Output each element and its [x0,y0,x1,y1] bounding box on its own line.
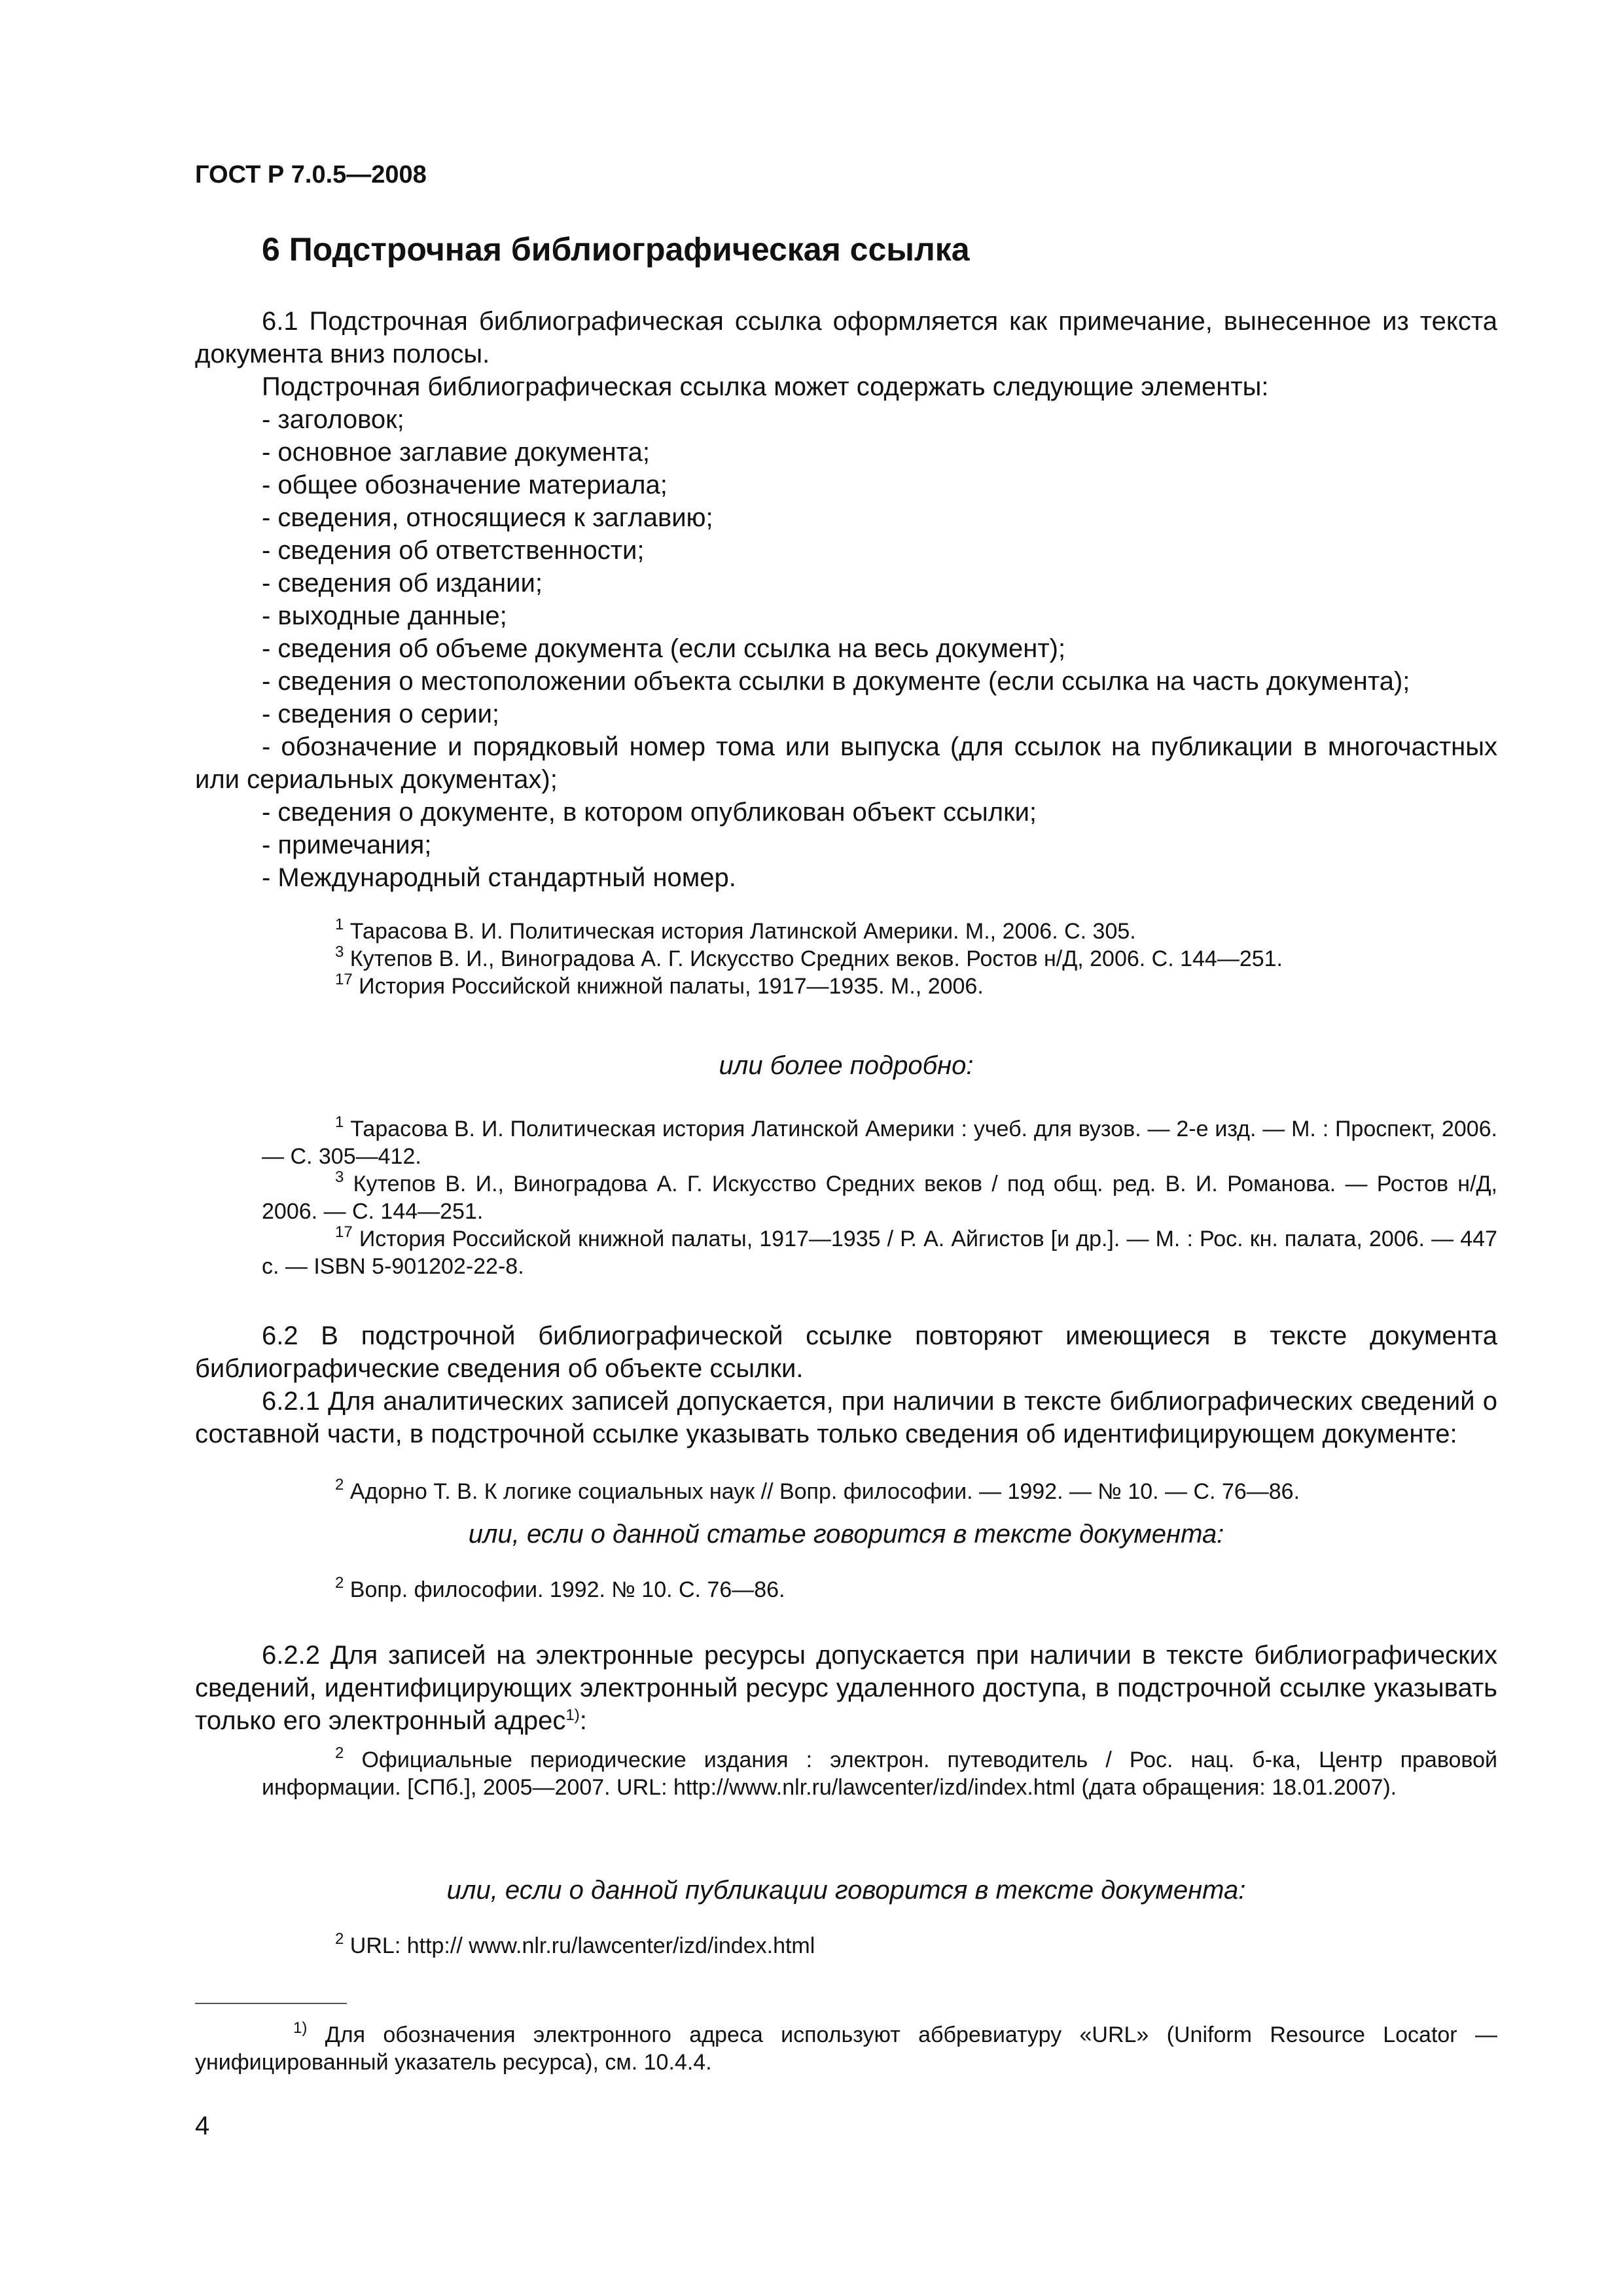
page-number: 4 [195,2111,210,2140]
example-reference: URL: http:// www.nlr.ru/lawcenter/izd/index.html [344,1933,815,1958]
alternative-caption: или, если о данной публикации говорится в тексте документа: [446,1876,1246,1905]
document-id-header: ГОСТ Р 7.0.5—2008 [195,161,427,188]
footnote-marker: 17 [335,1223,353,1241]
example-6-2-1-full [262,1478,1497,1505]
footnote-marker: 1) [293,2019,308,2037]
paragraph-6-2-2 [195,1639,1497,1737]
section-title: 6 Подстрочная библиографическая ссылка [262,231,970,268]
footnote-marker: 1 [335,916,344,933]
example-short-references [262,918,1497,1000]
list-item: - общее обозначение материала; [262,471,668,499]
paragraph-6-2: 6.2 В подстрочной библиографической ссылке повторяют имеющиеся в тексте документа библиографические сведения об объекте ссылки. [195,1321,1497,1383]
alternative-caption: или, если о данной статье говорится в тексте документа: [468,1520,1224,1549]
list-item: - сведения о серии; [262,700,500,728]
paragraph-6-2-1: 6.2.1 Для аналитических записей допускается, при наличии в тексте библиографических сведений о составной части, в подстрочной ссылке указывать только сведения об идентифицирующем документе: [195,1387,1497,1448]
footnote-marker: 2 [335,1476,344,1494]
example-6-2-2-short [262,1932,1497,1960]
footnote-marker: 1) [565,1706,580,1724]
alternative-caption: или более подробно: [719,1051,974,1080]
list-item: - основное заглавие документа; [262,438,650,467]
list-item: - примечания; [262,831,432,859]
example-6-2-2-full [262,1746,1497,1801]
paragraph-text: 6.2.2 Для записей на электронные ресурсы допускается при наличии в тексте библиографических сведений, идентифицирующих электронный ресурс удаленного доступа, в подстрочной ссылке указывать только его электронный адрес [195,1641,1497,1735]
example-reference: Адорно Т. В. К логике социальных наук // Вопр. философии. — 1992. — № 10. — С. 76—86. [344,1479,1300,1504]
example-reference: История Российской книжной палаты, 1917—1935. М., 2006. [352,974,984,999]
list-item: - сведения, относящиеся к заглавию; [262,503,713,532]
example-reference: Тарасова В. И. Политическая история Латинской Америки. М., 2006. С. 305. [344,919,1136,944]
list-item: - сведения об ответственности; [262,536,645,565]
example-full-references [262,1115,1497,1280]
footnote-marker: 2 [335,1744,344,1762]
list-item: - заголовок; [262,405,404,434]
footnote-marker: 1 [335,1113,344,1131]
paragraph-6-1: 6.1 Подстрочная библиографическая ссылка оформляется как примечание, вынесенное из текста документа вниз полосы. [195,307,1497,368]
elements-intro: Подстрочная библиографическая ссылка может содержать следующие элементы: [262,372,1269,401]
list-item: - сведения о местоположении объекта ссылки в документе (если ссылка на часть документа); [262,667,1410,696]
list-item: - обозначение и порядковый номер тома или выпуска (для ссылок на публикации в многочастных или сериальных документах); [195,732,1497,794]
page-footnote [195,2021,1497,2076]
footnote-marker: 17 [335,971,353,988]
footnote-marker: 3 [335,943,344,961]
example-reference: Кутепов В. И., Виноградова А. Г. Искусство Средних веков. Ростов н/Д, 2006. С. 144—251. [344,946,1283,971]
example-reference: История Российской книжной палаты, 1917—1935 / Р. А. Айгистов [и др.]. — М. : Рос. кн. палата, 2006. — 447 с. — ISBN 5-901202-22-8. [262,1227,1497,1279]
example-reference: Тарасова В. И. Политическая история Латинской Америки : учеб. для вузов. — 2-е изд. — М. : Проспект, 2006. — С. 305—412. [262,1117,1497,1169]
list-item: - сведения об объеме документа (если ссылка на весь документ); [262,634,1066,663]
footnote-marker: 2 [335,1574,344,1592]
list-item: - Международный стандартный номер. [262,863,736,892]
list-item: - сведения о документе, в котором опубликован объект ссылки; [262,798,1037,827]
section-6-1 [195,305,1497,894]
example-reference: Официальные периодические издания : электрон. путеводитель / Рос. нац. б-ка, Центр правовой информации. [СПб.], 2005—2007. URL: http://www.nlr.ru/lawcenter/izd/index.html (дата обращения: 18.01.2007). [262,1748,1497,1800]
footnote-marker: 2 [335,1930,344,1948]
section-6-2 [195,1319,1497,1450]
example-reference: Вопр. философии. 1992. № 10. С. 76—86. [344,1577,785,1602]
footnote-marker: 3 [335,1168,344,1186]
section-6-2-2 [195,1639,1497,1737]
example-6-2-1-short [262,1576,1497,1604]
list-item: - выходные данные; [262,601,507,630]
list-item: - сведения об издании; [262,569,543,598]
paragraph-tail: : [579,1706,587,1735]
example-reference: Кутепов В. И., Виноградова А. Г. Искусство Средних веков / под общ. ред. В. И. Романова. — Ростов н/Д, 2006. — С. 144—251. [262,1172,1497,1224]
footnote-text: Для обозначения электронного адреса используют аббревиатуру «URL» (Uniform Resource Locator — унифицированный указатель ресурса), см. 10.4.4. [195,2022,1497,2075]
footnote-separator [195,2003,347,2004]
